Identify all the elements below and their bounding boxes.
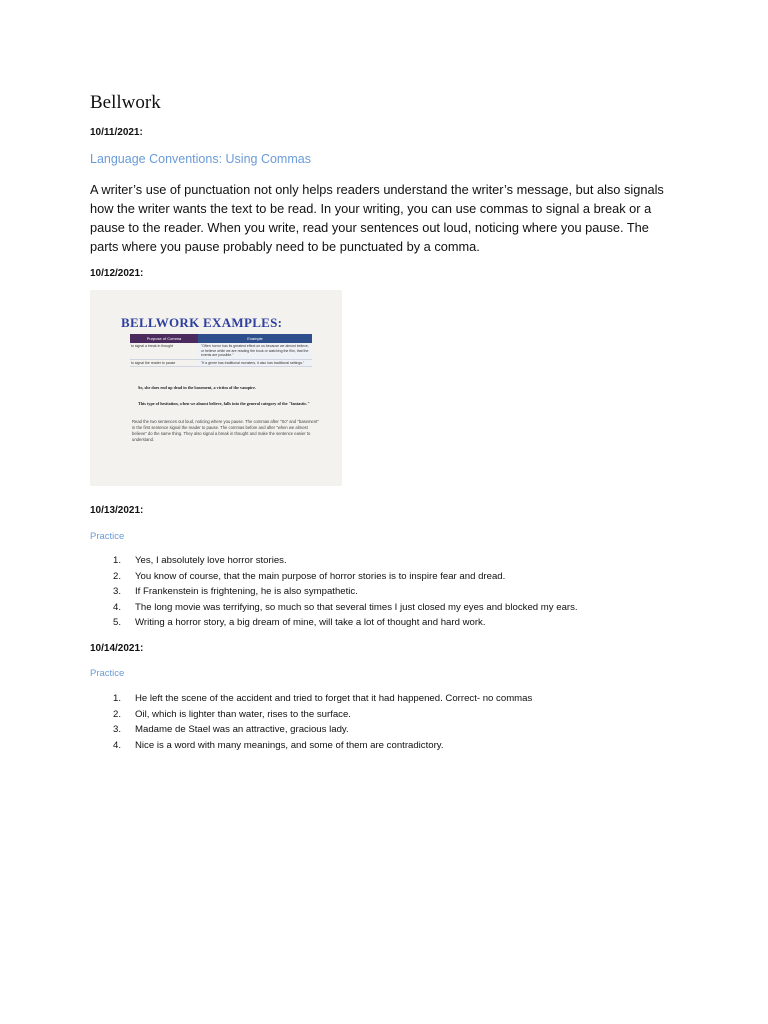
date-10-13: 10/13/2021:	[90, 505, 144, 516]
intro-paragraph: A writer’s use of punctuation not only helps readers understand the writer’s message, but also signals how the writer wants the text to be read. In your writing, you can use commas to signal a break or a pause to the reader. When you write, read your sentences out loud, noticing where you pause. The parts where you pause probably need to be punctuated by a comma.	[90, 182, 664, 254]
list-number: 3.	[113, 724, 122, 735]
list-text: If Frankenstein is frightening, he is also sympathetic.	[135, 586, 358, 597]
practice-list-2	[113, 691, 532, 753]
col-header-purpose: Purpose of Comma	[130, 334, 198, 343]
date-10-12: 10/12/2021:	[90, 268, 144, 279]
row-purpose: to signal the reader to pause	[131, 360, 176, 365]
col-header-example: Example	[198, 334, 312, 343]
list-text: Writing a horror story, a big dream of mine, will take a lot of thought and hard work.	[135, 617, 486, 628]
list-text: The long movie was terrifying, so much so that several times I just closed my eyes and blocked my ears.	[135, 601, 578, 613]
examples-table	[130, 334, 312, 367]
example-sentence-1: So, she does end up dead in the basement, a victim of the vampire.	[138, 385, 256, 390]
list-number: 3.	[113, 586, 122, 597]
table-row	[130, 360, 312, 368]
list-number: 1.	[113, 555, 122, 566]
list-item	[113, 722, 532, 738]
row-example: "Often horror has its greatest effect on us because we almost believe, or believe while we are reading the book or watching the film, that the events are possible."	[198, 343, 312, 359]
list-item	[113, 691, 532, 707]
list-text: Yes, I absolutely love horror stories.	[135, 555, 287, 566]
list-text: Madame de Stael was an attractive, gracious lady.	[135, 724, 349, 735]
bellwork-examples-image	[90, 290, 342, 486]
date-10-14: 10/14/2021:	[90, 643, 144, 654]
image-title: BELLWORK EXAMPLES:	[121, 315, 283, 330]
list-item	[113, 738, 532, 754]
list-text: Oil, which is lighter than water, rises to the surface.	[135, 708, 351, 720]
list-number: 4.	[113, 601, 122, 613]
image-footnote: Read the two sentences out loud, noticing where you pause. The commas after "So" and "basement" in the first sentence signal the reader to pause. The commas before and after "when we almost believe" do the same thing. They also signal a break in thought and make the sentence easier to understand.	[132, 419, 319, 442]
list-item	[113, 584, 578, 600]
practice-label-2: Practice	[90, 668, 125, 679]
page-title: Bellwork	[90, 92, 161, 113]
list-number: 2.	[113, 570, 122, 582]
list-text: Nice is a word with many meanings, and some of them are contradictory.	[135, 739, 444, 751]
row-purpose: to signal a break in thought	[131, 344, 174, 348]
table-header	[130, 334, 312, 343]
list-item	[113, 615, 578, 631]
list-text: He left the scene of the accident and tried to forget that it had happened. Correct- no commas	[135, 693, 533, 704]
list-item	[113, 707, 532, 723]
list-item	[113, 553, 578, 569]
list-number: 1.	[113, 693, 122, 704]
section-subheading: Language Conventions: Using Commas	[90, 152, 311, 166]
date-10-11: 10/11/2021:	[90, 127, 143, 138]
list-item	[113, 600, 578, 616]
example-sentence-2: This type of hesitation, when we almost believe, falls into the general category of the "fantastic."	[138, 401, 310, 406]
row-example: "If a genre has traditional monsters, it also has traditional settings."	[198, 360, 312, 367]
list-number: 4.	[113, 739, 122, 751]
list-item	[113, 569, 578, 585]
table-row	[130, 343, 312, 360]
practice-label-1: Practice	[90, 531, 125, 542]
practice-list-1	[113, 553, 578, 631]
list-text: You know of course, that the main purpose of horror stories is to inspire fear and dread.	[135, 570, 506, 582]
list-number: 5.	[113, 617, 122, 628]
list-number: 2.	[113, 708, 122, 720]
